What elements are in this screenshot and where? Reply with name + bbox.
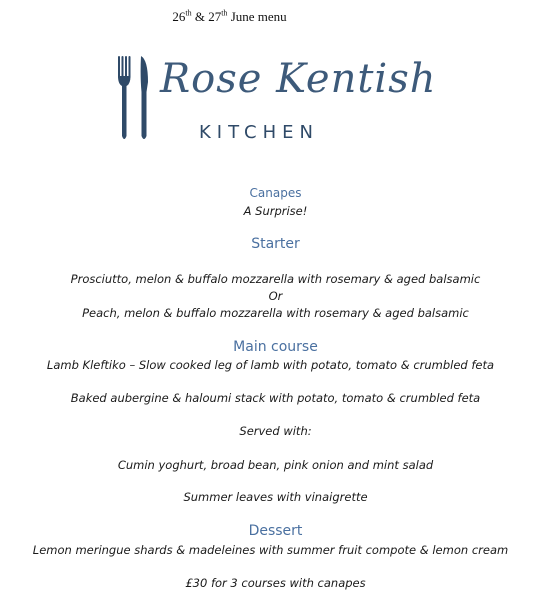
dessert-item: Lemon meringue shards & madeleines with summer fruit compote & lemon cream xyxy=(32,543,509,557)
side-dish-2: Summer leaves with vinaigrette xyxy=(183,490,368,504)
brand-script-name: Rose Kentish xyxy=(160,56,437,102)
menu-price: £30 for 3 courses with canapes xyxy=(185,576,366,590)
served-with-label: Served with: xyxy=(239,424,312,438)
side-dish-1: Cumin yoghurt, broad bean, pink onion and mint salad xyxy=(117,458,434,472)
main-option-1: Lamb Kleftiko – Slow cooked leg of lamb with potato, tomato & crumbled feta xyxy=(46,358,495,372)
starter-option-2: Peach, melon & buffalo mozzarella with rosemary & aged balsamic xyxy=(82,306,469,320)
starter-option-1: Prosciutto, melon & buffalo mozzarella with rosemary & aged balsamic xyxy=(70,272,481,286)
section-title-main-course: Main course xyxy=(233,339,318,355)
main-option-2: Baked aubergine & haloumi stack with potato, tomato & crumbled feta xyxy=(70,391,481,405)
menu-date: 26th & 27th June menu xyxy=(172,8,287,24)
brand-subtitle: KITCHEN xyxy=(199,122,319,143)
section-title-starter: Starter xyxy=(251,236,300,252)
starter-or: Or xyxy=(268,289,283,303)
section-title-canapes: Canapes xyxy=(249,186,302,200)
section-title-dessert: Dessert xyxy=(248,523,303,539)
canapes-item: A Surprise! xyxy=(243,204,308,218)
